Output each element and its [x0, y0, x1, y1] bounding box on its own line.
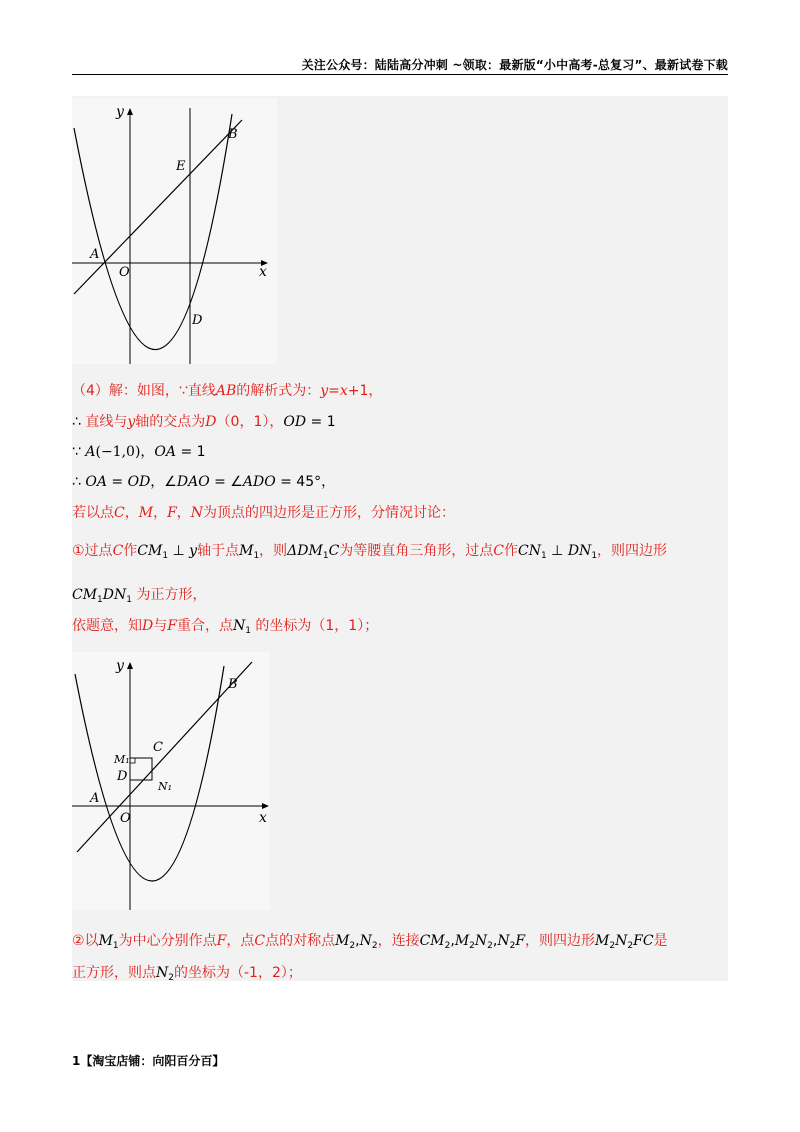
line-6: ①过点C作$CM_1$ ⊥ y轴于点$M_1$，则$\Delta DM_1C$为等腰直角三角形，过点C作$CN_1$ ⊥ $DN_1$，则四边形	[72, 543, 668, 561]
label-x: x	[259, 810, 267, 826]
label-d: D	[192, 313, 203, 328]
label-a: A	[90, 791, 100, 806]
label-m1: M₁	[114, 753, 130, 766]
line-ab	[74, 120, 242, 294]
label-o: O	[120, 811, 131, 826]
line-9: ②以$M_1$为中心分别作点F，点C点的对称点$M_2,N_2$，连接$CM_2,M_2N_2,N_2F$，则四边形$M_2N_2FC$是	[72, 933, 668, 951]
label-y: y	[116, 658, 124, 674]
figure-1	[72, 98, 277, 364]
line-3: ∵ A(−1,0)，OA = 1	[72, 444, 206, 460]
x-axis-arrow	[262, 803, 269, 809]
figure-1-graph	[72, 98, 277, 364]
y-axis-arrow	[127, 662, 133, 669]
line-1: （4）解：如图，∵直线AB的解析式为：y=x+1，	[72, 383, 383, 399]
page-header: 关注公众号：陆陆高分冲刺 ~领取：最新版“小中高考-总复习”、最新试卷下载	[301, 58, 728, 72]
label-n1: N₁	[158, 780, 173, 793]
label-e: E	[176, 159, 186, 174]
header-divider	[72, 74, 728, 75]
line-2: ∴ 直线与y轴的交点为D（0，1），OD = 1	[72, 414, 336, 430]
label-a: A	[90, 247, 100, 262]
label-d: D	[117, 769, 128, 784]
square-cm1dn1	[130, 758, 152, 780]
y-axis-arrow	[127, 108, 133, 115]
label-o: O	[119, 265, 130, 280]
label-y: y	[116, 104, 124, 120]
line-4: ∴ OA = OD，∠DAO = ∠ADO = 45°，	[72, 474, 336, 490]
line-7: $CM_1DN_1$ 为正方形，	[72, 587, 207, 605]
figure-2-graph	[72, 652, 270, 910]
label-b: B	[228, 677, 238, 692]
line-5: 若以点C，M，F，N为顶点的四边形是正方形，分情况讨论：	[72, 505, 456, 521]
label-x: x	[259, 264, 267, 280]
label-b: B	[228, 127, 238, 142]
figure-2	[72, 652, 270, 910]
right-angle-mark	[130, 758, 135, 763]
line-ab	[77, 662, 252, 852]
label-c: C	[153, 740, 163, 755]
line-10: 正方形，则点$N_2$的坐标为（-1，2）；	[72, 965, 302, 983]
line-8: 依题意，知D与F重合，点$N_1$ 的坐标为（1，1）；	[72, 618, 379, 636]
page-footer: 1【淘宝店铺：向阳百分百】	[72, 1054, 225, 1068]
parabola	[74, 114, 232, 350]
